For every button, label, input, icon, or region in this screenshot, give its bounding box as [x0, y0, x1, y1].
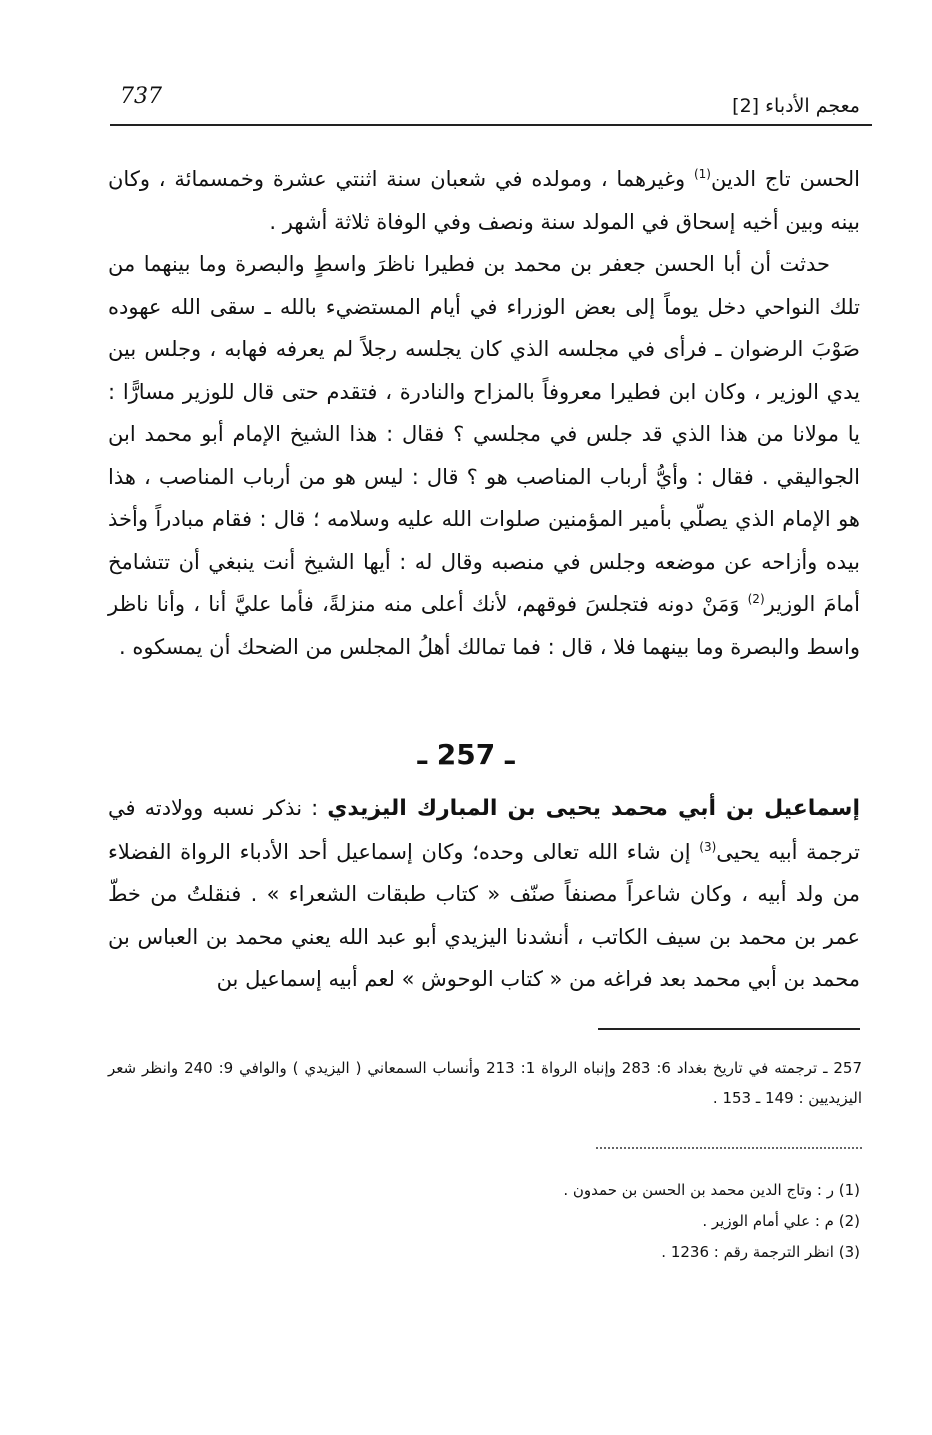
header-rule [110, 124, 872, 126]
continuation-text [108, 158, 860, 668]
footnote-ref: (1) [693, 167, 711, 181]
footnote-ref: (3) [699, 839, 717, 854]
entry-text [108, 787, 860, 1001]
paragraph-text: : نذكر نسبه وولادته في ترجمة أبيه يحيى [108, 796, 860, 864]
entry-name: إسماعيل بن أبي محمد يحيى بن المبارك اليزيدي [327, 796, 860, 821]
paragraph-text: إن شاء الله تعالى وحده؛ وكان إسماعيل أحد الأدباء الرواة الفضلاء من ولد أبيه ، وكان شاعراً مصنفاً صنّف « كتاب طبقات الشعراء » . فنقلتُ من خطّ عمر بن محمد بن سيف الكاتب ، أنشدنا اليزيدي أبو عبد الله يعني محمد بن العباس بن محمد بن أبي محمد بعد فراغه من « كتاب الوحوش » لعم أبيه إسماعيل بن [108, 839, 860, 991]
paragraph-text: وغيرهما ، ومولده في شعبان سنة اثنتي عشرة وخمسمائة ، وكان بينه وبين أخيه إسحاق في المولد سنة ونصف وفي الوفاة ثلاثة أشهر . [108, 167, 860, 234]
page-number: 737 [120, 84, 162, 109]
bio-note-rule [598, 1028, 860, 1030]
paragraph-text: حدثت أن أبا الحسن جعفر بن محمد بن فطيرا ناظرَ واسطٍ والبصرة وما بينهما من تلك النواحي دخل يوماً إلى بعض الوزراء في أيام المستضيء بالله ـ سقى الله عهوده صَوْبَ الرضوان ـ فرأى في مجلسه الذي كان يجلسه رجلاً لم يعرفه فهابه ، وجلس بين يدي الوزير ، وكان ابن فطيرا معروفاً بالمزاح والنادرة ، فتقدم حتى قال للوزير مسارًّا : يا مولانا من هذا الذي قد جلس في مجلسي ؟ فقال : هذا الشيخ الإمام أبو محمد ابن الجواليقي . فقال : وأيُّ أرباب المناصب هو ؟ قال : ليس هو من أرباب المناصب ، هذا هو الإمام الذي يصلّي بأمير المؤمنين صلوات الله عليه وسلامه ؛ قال : فقام مبادراً وأخذ بيده وأزاحه عن موضعه وجلس في منصبه وقال له : أيها الشيخ أنت ينبغي أن تتشامخ أمامَ الوزير [108, 252, 860, 616]
entry-number: ـ 257 ـ [417, 738, 515, 771]
footnote: (3) انظر الترجمة رقم : 1236 . [661, 1243, 860, 1261]
paragraph [108, 787, 860, 1001]
footnote: (1) ر : وتاج الدين محمد بن الحسن بن حمدون . [563, 1181, 860, 1199]
paragraph [108, 158, 860, 243]
footnotes [160, 1175, 860, 1268]
paragraph-text: وَمَنْ دونه فتجلسَ فوقهم، لأنك أعلى منه منزلةً، فأما عليَّ أنا ، وأنا ناظر واسط والبصرة وما بينهما فلا ، قال : فما تمالك أهلُ المجلس من الضحك أن يمسكوه . [108, 592, 860, 659]
footnote-separator [596, 1147, 862, 1149]
bio-note: 257 ـ ترجمته في تاريخ بغداد 6: 283 وإنباه الرواة 1: 213 وأنساب السمعاني ( اليزيدي ) والوافي 9: 240 وانظر شعر اليزيديين : 149 ـ 153 . [108, 1059, 863, 1107]
footnote-ref: (2) [747, 592, 765, 606]
footnote: (2) م : علي أمام الوزير . [702, 1212, 860, 1230]
paragraph [108, 243, 860, 668]
running-title: معجم الأدباء [2] [732, 95, 860, 117]
paragraph-text: الحسن تاج الدين [710, 167, 861, 191]
